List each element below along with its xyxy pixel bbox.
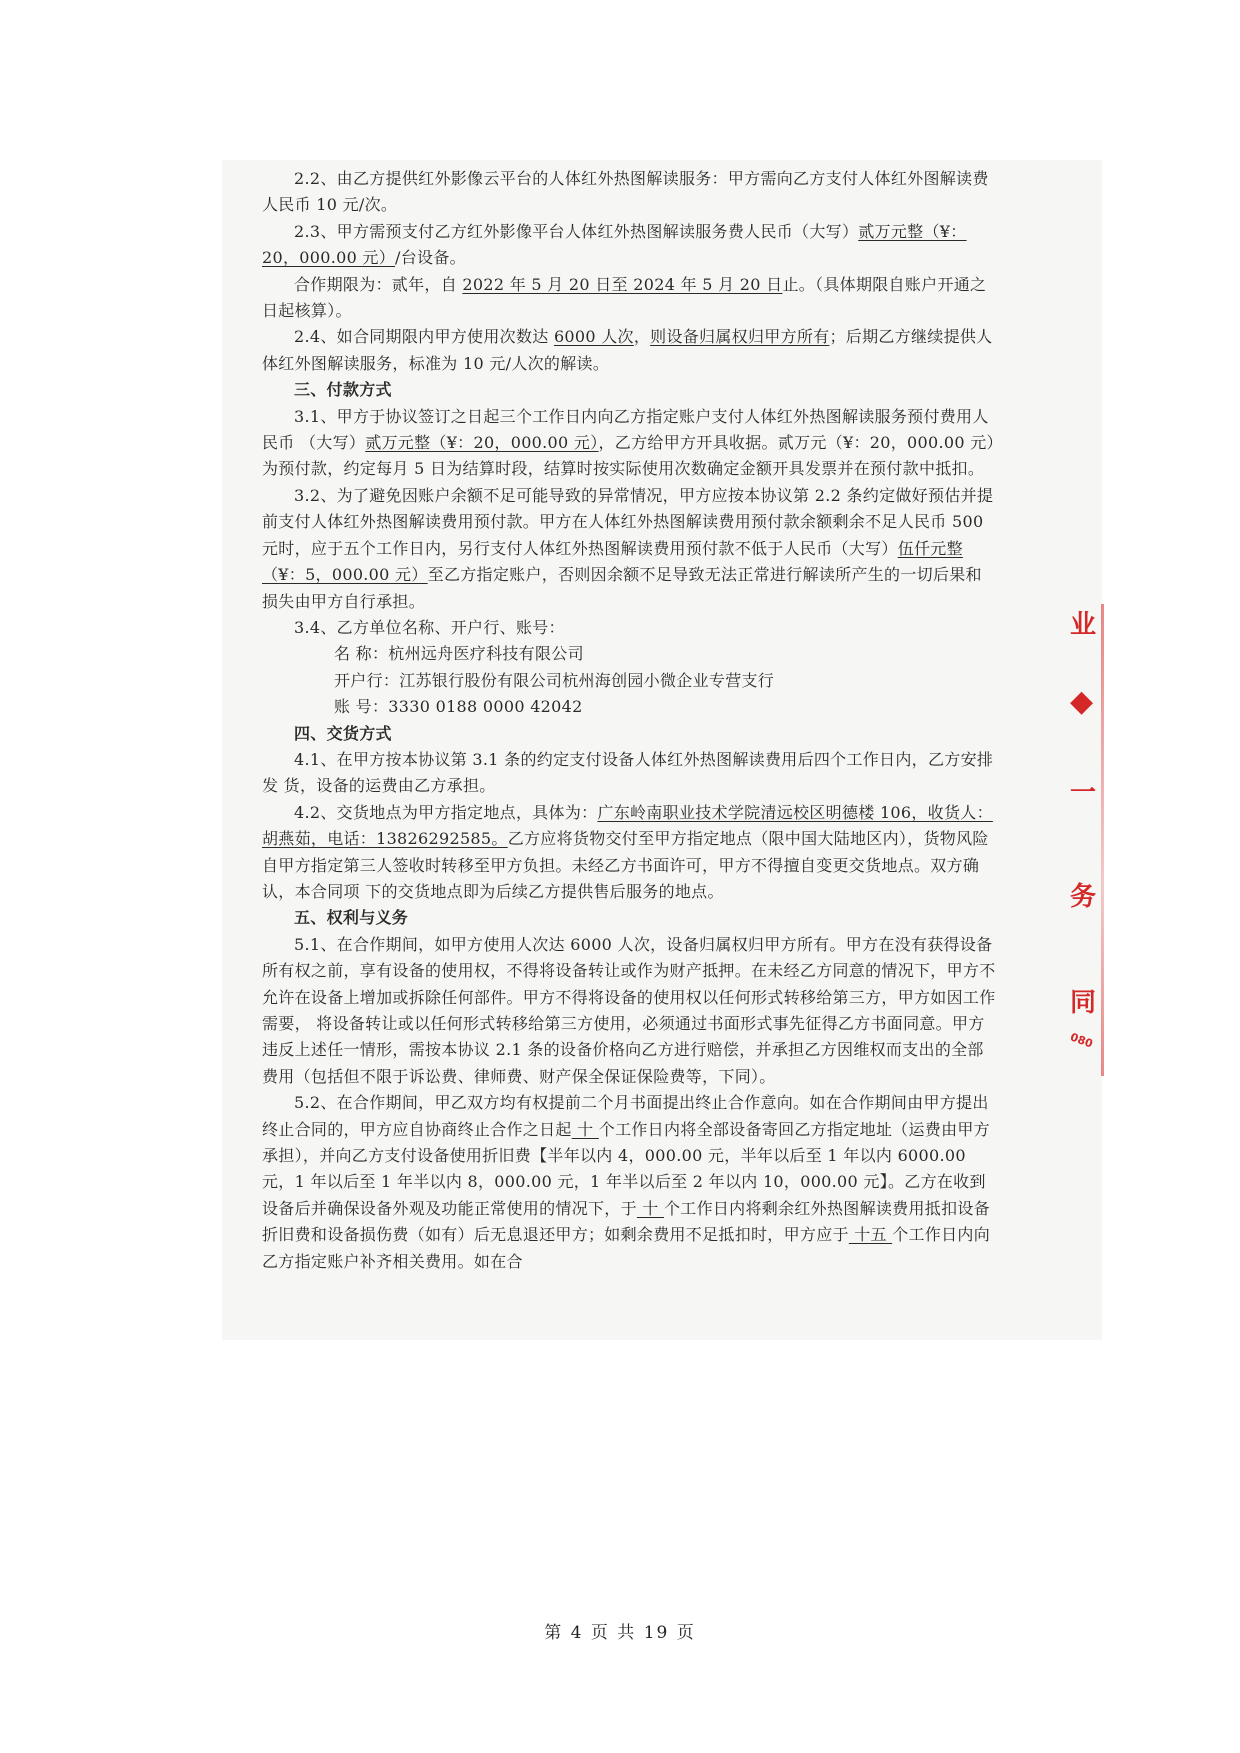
page-number: 第 4 页 共 19 页 bbox=[544, 1623, 696, 1643]
clause-2-4: 2.4、如合同期限内甲方使用次数达 6000 人次，则设备归属权归甲方所有；后期乙方继续提供人体红外图解读服务，标准为 10 元/人次的解读。 bbox=[262, 327, 993, 373]
scanned-page bbox=[222, 160, 1102, 1340]
account-bank: 开户行：江苏银行股份有限公司杭州海创园小微企业专营支行 bbox=[334, 670, 775, 690]
clause-2-3: 2.3、甲方需预支付乙方红外影像平台人体红外热图解读服务费人民币（大写）贰万元整（¥：20，000.00 元）/台设备。 bbox=[262, 221, 967, 268]
seal-char: ◆ bbox=[1070, 684, 1094, 719]
section-heading-4: 四、交货方式 bbox=[294, 723, 392, 743]
contract-text bbox=[262, 166, 998, 1275]
seal-code: 080 bbox=[1068, 1030, 1095, 1051]
section-heading-5: 五、权利与义务 bbox=[294, 908, 409, 928]
seal-char: 业 bbox=[1070, 610, 1097, 640]
seal-char: 务 bbox=[1070, 882, 1097, 912]
cooperation-period: 合作期限为：贰年，自 2022 年 5 月 20 日至 2024 年 5 月 20 日止。（具体期限自账户开通之日起核算）。 bbox=[262, 274, 987, 321]
account-name: 名 称：杭州远舟医疗科技有限公司 bbox=[334, 644, 584, 664]
clause-2-2: 2.2、由乙方提供红外影像云平台的人体红外热图解读服务：甲方需向乙方支付人体红外图解读费人民币 10 元/次。 bbox=[262, 169, 989, 215]
clause-4-1: 4.1、在甲方按本协议第 3.1 条的约定支付设备人体红外热图解读费用后四个工作日内，乙方安排发 货，设备的运费由乙方承担。 bbox=[262, 749, 994, 796]
seal-char: 同 bbox=[1070, 988, 1097, 1018]
seal-edge bbox=[1101, 604, 1104, 1076]
seal-char: 一 bbox=[1070, 778, 1097, 808]
section-heading-3: 三、付款方式 bbox=[294, 380, 392, 400]
red-seal-stamp bbox=[1070, 604, 1104, 1076]
clause-4-2: 4.2、交货地点为甲方指定地点，具体为：广东岭南职业技术学院清远校区明德楼 106，收货人：胡燕茹，电话：13826292585。乙方应将货物交付至甲方指定地点（限中国大陆地区内），货物风险自甲方指定第三人签收时转移至甲方负担。未经乙方书面许可，甲方不得擅自变更交货地点。双方确认，本合同项 下的交货地点即为后续乙方提供售后服务的地点。 bbox=[262, 802, 993, 901]
account-number: 账 号：3330 0188 0000 42042 bbox=[334, 697, 583, 717]
clause-5-1: 5.1、在合作期间，如甲方使用人次达 6000 人次，设备归属权归甲方所有。甲方在没有获得设备所有权之前，享有设备的使用权，不得将设备转让或作为财产抵押。在未经乙方同意的情况下，甲方不允许在设备上增加或拆除任何部件。甲方不得将设备的使用权以任何形式转移给第三方，甲方如因工作需要， 将设备转让或以任何形式转移给第三方使用，必须通过书面形式事先征得乙方书面同意。甲方违反上述任一情形，需按本协议 2.1 条的设备价格向乙方进行赔偿，并承担乙方因维权而支出的全部费用（包括但不限于诉讼费、律师费、财产保全保证保险费等，下同）。 bbox=[262, 934, 996, 1086]
clause-5-2: 5.2、在合作期间，甲乙双方均有权提前二个月书面提出终止合作意向。如在合作期间由甲方提出终止合同的，甲方应自协商终止合作之日起 十 个工作日内将全部设备寄回乙方指定地址（运费由甲方承担），并向乙方支付设备使用折旧费【半年以内 4，000.00 元，半年以后至 1 年以内 6000.00 元，1 年以后至 1 年半以内 8，000.00 元，1 年半以后至 2 年以内 10，000.00 元】。乙方在收到设备后并确保设备外观及功能正常使用的情况下，于 十 个工作日内将剩余红外热图解读费用抵扣设备折旧费和设备损伤费（如有）后无息退还甲方；如剩余费用不足抵扣时，甲方应于 十五 个工作日内向乙方指定账户补齐相关费用。如在合 bbox=[262, 1093, 990, 1271]
clause-3-4: 3.4、乙方单位名称、开户行、账号： bbox=[294, 617, 565, 637]
clause-3-1: 3.1、甲方于协议签订之日起三个工作日内向乙方指定账户支付人体红外热图解读服务预付费用人民币 （大写）贰万元整（¥：20，000.00 元），乙方给甲方开具收据。贰万元（¥：20，000.00 元）为预付款，约定每月 5 日为结算时段，结算时按实际使用次数确定金额开具发票并在预付款中抵扣。 bbox=[262, 406, 995, 479]
clause-3-2: 3.2、为了避免因账户余额不足可能导致的异常情况，甲方应按本协议第 2.2 条约定做好预估并提前支付人体红外热图解读费用预付款。甲方在人体红外热图解读费用预付款余额剩余不足人民币 500 元时，应于五个工作日内，另行支付人体红外热图解读费用预付款不低于人民币（大写）伍仟元整（¥：5，000.00 元）至乙方指定账户，否则因余额不足导致无法正常进行解读所产生的一切后果和损失由甲方自行承担。 bbox=[262, 485, 994, 611]
